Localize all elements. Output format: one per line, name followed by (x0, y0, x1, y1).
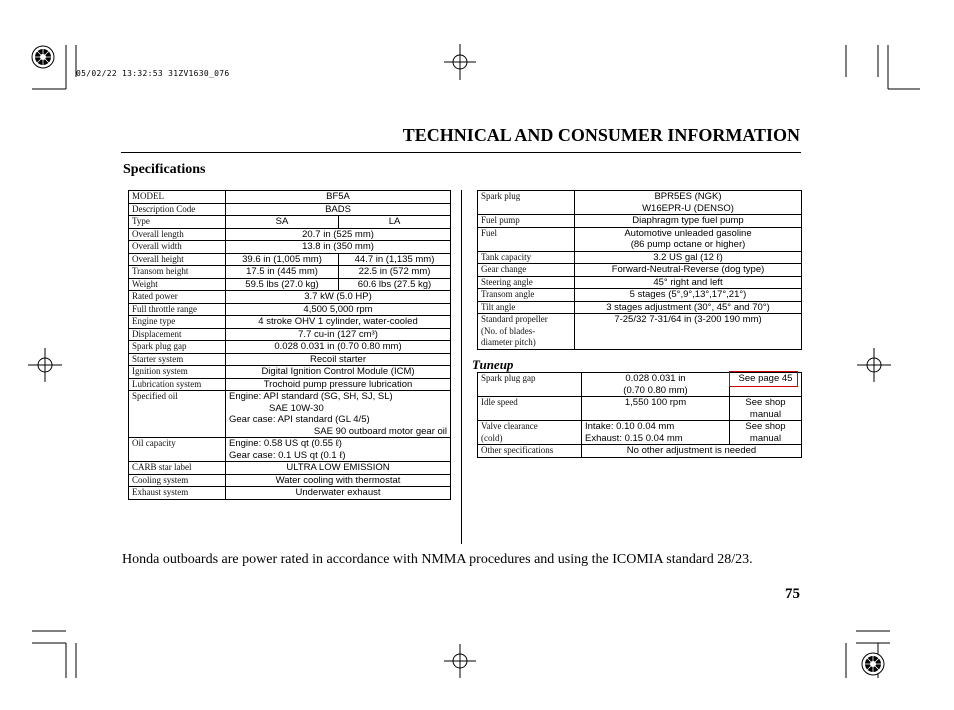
spec-row (129, 474, 451, 487)
spec-label: Weight (129, 278, 226, 291)
tuneup-row (478, 421, 802, 445)
spec-label: CARB star label (129, 462, 226, 475)
cell-line: See shop (745, 397, 786, 408)
cell-line: Automotive unleaded gasoline (624, 227, 752, 239)
cell-line: (cold) (481, 432, 503, 443)
power-rating-footnote: Honda outboards are power rated in accordance with NMMA procedures and using the ICOMIA standard 28/23. (122, 552, 753, 567)
spec-value (226, 391, 451, 438)
cell-line: (No. of blades- (481, 325, 536, 336)
cell-line: 45° right and left (653, 276, 723, 288)
spec-row (129, 291, 451, 304)
title-rule (121, 152, 801, 153)
cell-line: Engine: API standard (SG, SH, SJ, SL) (229, 391, 393, 402)
spec-value (575, 264, 802, 277)
spec-label: Overall width (129, 241, 226, 254)
spec-value: 4 stroke OHV 1 cylinder, water-cooled (226, 316, 451, 329)
spec-value: 20.7 in (525 mm) (226, 228, 451, 241)
spec-value (226, 438, 451, 462)
tuneup-label (478, 421, 582, 445)
spec-label: Steering angle (478, 276, 575, 289)
spec-value: 39.6 in (1,005 mm) (226, 253, 339, 266)
spec-row (129, 266, 451, 279)
tuneup-label: Other specifications (478, 445, 582, 458)
tuneup-value (582, 445, 802, 458)
spec-label: Displacement (129, 328, 226, 341)
spec-label: Description Code (129, 203, 226, 216)
spec-row (129, 253, 451, 266)
spec-label: Ignition system (129, 366, 226, 379)
spec-value: ULTRA LOW EMISSION (226, 462, 451, 475)
spec-label (478, 314, 575, 350)
spec-value: Trochoid pump pressure lubrication (226, 378, 451, 391)
spec-value: Underwater exhaust (226, 487, 451, 500)
spec-row (129, 316, 451, 329)
spec-row (129, 328, 451, 341)
spec-label: Full throttle range (129, 303, 226, 316)
spec-value: Water cooling with thermostat (226, 474, 451, 487)
spec-label: Transom angle (478, 289, 575, 302)
spec-row (478, 276, 802, 289)
spec-label: Overall length (129, 228, 226, 241)
spec-label: Specified oil (129, 391, 226, 438)
spec-value (575, 215, 802, 228)
spec-row (129, 216, 451, 229)
specifications-table (128, 190, 451, 500)
spec-value: 59.5 lbs (27.0 kg) (226, 278, 339, 291)
tuneup-value (582, 373, 730, 397)
spec-label: Gear change (478, 264, 575, 277)
cell-line: SAE 90 outboard motor gear oil (313, 425, 448, 437)
spec-value: Digital Ignition Control Module (ICM) (226, 366, 451, 379)
spec-value (575, 314, 802, 350)
spec-value (575, 276, 802, 289)
spec-row (129, 353, 451, 366)
spec-value (575, 251, 802, 264)
page-number: 75 (785, 586, 800, 602)
cell-line: 7-25/32 7-31/64 in (3-200 190 mm) (614, 314, 762, 325)
spec-label: Oil capacity (129, 438, 226, 462)
cell-line: Forward-Neutral-Reverse (dog type) (611, 264, 765, 275)
spec-row (478, 191, 802, 215)
tuneup-label: Idle speed (478, 397, 582, 421)
cell-line: manual (749, 432, 782, 444)
spec-row (129, 191, 451, 204)
see-page-45-highlight (729, 371, 798, 387)
cell-line: diameter pitch) (481, 337, 536, 347)
cell-line: See shop (745, 421, 786, 432)
spec-value: 13.8 in (350 mm) (226, 241, 451, 254)
spec-label: Exhaust system (129, 487, 226, 500)
cell-line: (0.70 0.80 mm) (623, 384, 688, 396)
spec-label: Type (129, 216, 226, 229)
cell-line: Engine: 0.58 US qt (0.55 ℓ) (229, 438, 342, 449)
cell-line: SAE 10W-30 (269, 402, 324, 414)
spec-row (478, 251, 802, 264)
spec-row (129, 378, 451, 391)
spec-label: Cooling system (129, 474, 226, 487)
spec-row (478, 227, 802, 251)
cell-line: manual (749, 408, 782, 420)
specifications-table-continued (477, 190, 802, 350)
spec-row (129, 278, 451, 291)
cell-line: BPR5ES (NGK) (654, 191, 722, 202)
spec-row (129, 438, 451, 462)
cell-line: 0.028 0.031 in (625, 373, 686, 384)
spec-value (575, 301, 802, 314)
spec-value: 7.7 cu-in (127 cm³) (226, 328, 451, 341)
spec-label: Lubrication system (129, 378, 226, 391)
spec-value: 4,500 5,000 rpm (226, 303, 451, 316)
tuneup-title: Tuneup (472, 357, 514, 372)
spec-row (129, 462, 451, 475)
spec-value: 3.7 kW (5.0 HP) (226, 291, 451, 304)
tuneup-reference (730, 421, 802, 445)
spec-row (129, 341, 451, 354)
spec-value (575, 289, 802, 302)
cell-line: See page 45 (738, 373, 793, 384)
spec-row (129, 487, 451, 500)
cell-line: No other adjustment is needed (626, 445, 757, 456)
spec-value: 22.5 in (572 mm) (339, 266, 451, 279)
spec-row (129, 366, 451, 379)
cell-line: Exhaust: 0.15 0.04 mm (585, 432, 683, 444)
spec-row (129, 228, 451, 241)
tuneup-row (478, 445, 802, 458)
spec-value: 17.5 in (445 mm) (226, 266, 339, 279)
cell-line: 3.2 US gal (12 ℓ) (653, 251, 723, 263)
spec-label: MODEL (129, 191, 226, 204)
tuneup-value (582, 421, 730, 445)
spec-label: Engine type (129, 316, 226, 329)
spec-row (129, 203, 451, 216)
spec-value: LA (339, 216, 451, 229)
tuneup-row (478, 397, 802, 421)
spec-row (129, 303, 451, 316)
spec-value: 60.6 lbs (27.5 kg) (339, 278, 451, 291)
spec-row (129, 241, 451, 254)
spec-label: Rated power (129, 291, 226, 304)
spec-value: Recoil starter (226, 353, 451, 366)
spec-label: Overall height (129, 253, 226, 266)
spec-label: Spark plug gap (129, 341, 226, 354)
cell-line: 5 stages (5°,9°,13°,17°,21°) (629, 289, 747, 300)
cell-line: W16EPR-U (DENSO) (642, 202, 734, 214)
cell-line: 3 stages adjustment (30°, 45° and 70°) (606, 301, 770, 313)
spec-row (478, 289, 802, 302)
column-divider (461, 190, 462, 544)
spec-value (575, 191, 802, 215)
spec-label: Spark plug (478, 191, 575, 215)
spec-label: Fuel (478, 227, 575, 251)
cell-line: Gear case: 0.1 US qt (0.1 ℓ) (229, 449, 346, 461)
cell-line: Standard propeller (481, 314, 548, 324)
tuneup-reference (730, 397, 802, 421)
spec-row (478, 301, 802, 314)
tuneup-label: Spark plug gap (478, 373, 582, 397)
spec-value: BF5A (226, 191, 451, 204)
spec-label: Tilt angle (478, 301, 575, 314)
page-title: TECHNICAL AND CONSUMER INFORMATION (402, 125, 800, 145)
spec-label: Tank capacity (478, 251, 575, 264)
spec-value: SA (226, 216, 339, 229)
spec-row (478, 215, 802, 228)
cell-line: 1,550 100 rpm (624, 397, 687, 408)
cell-line: Intake: 0.10 0.04 mm (585, 421, 675, 432)
spec-label: Transom height (129, 266, 226, 279)
cell-line: Diaphragm type fuel pump (632, 215, 744, 226)
tuneup-value (582, 397, 730, 421)
spec-label: Starter system (129, 353, 226, 366)
spec-value: 0.028 0.031 in (0.70 0.80 mm) (226, 341, 451, 354)
spec-label: Fuel pump (478, 215, 575, 228)
section-title: Specifications (123, 162, 206, 177)
print-stamp: 05/02/22 13:32:53 31ZV1630_076 (76, 69, 230, 78)
cell-line: Valve clearance (481, 421, 538, 431)
spec-value (575, 227, 802, 251)
spec-row (129, 391, 451, 438)
cell-line: Gear case: API standard (GL 4/5) (229, 414, 370, 425)
spec-value: 44.7 in (1,135 mm) (339, 253, 451, 266)
cell-line: (86 pump octane or higher) (630, 239, 746, 250)
spec-value: BADS (226, 203, 451, 216)
spec-row (478, 264, 802, 277)
spec-row (478, 314, 802, 350)
